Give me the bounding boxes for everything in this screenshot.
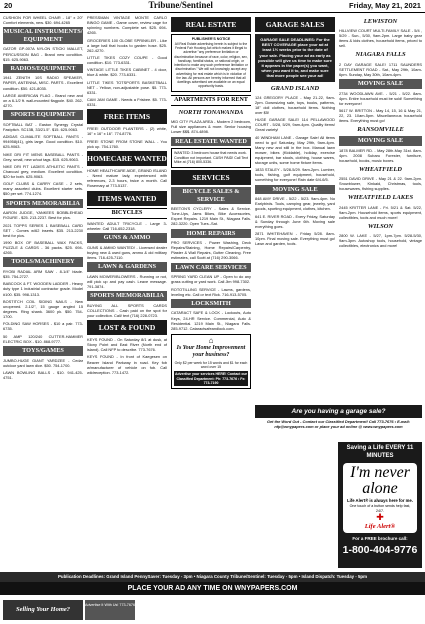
section-header-home-repairs: HOME REPAIRS <box>171 229 251 239</box>
classified-ad: MID CITY PLAZA AREA - Modern 2 bedroom, Full size appliances & more. Senior housing Lower $$$. 874-4898. <box>171 119 251 135</box>
section-header-lost-found: LOST & FOUND <box>87 320 167 335</box>
classified-ad: CAM JAM GAME - Needs a Frisbee. $5. 773-6331. <box>87 97 167 108</box>
section-header-real-estate: REAL ESTATE <box>171 17 251 32</box>
location-heading: LEWISTON <box>363 18 398 25</box>
location-heading: RANSOMVILLE <box>357 126 404 134</box>
classified-ad: CATARACT SAFE & LOCK - Lockouts, Auto Keys, 24-HR Service. Commercial, Auto & Residential. 1219 Main St., Niagara Falls. 285-9712. Cataractsafeandlock.com. <box>171 310 251 331</box>
classified-ad: 2800 W. LAKE - 5/27, 1pm-7pm. 5/28-5/30, 9am-3pm. Autoshop tools, household, vintage collectibles, electronics and more! <box>339 232 422 249</box>
classified-ad: GATOR GP-007A NYLON STICK/ MALLET, PERCUSSION BAG - Brand new condition. $15. 625-9063. <box>3 46 83 62</box>
classified-ad: 1990 BOX OF BASEBALL WAX PACKS, PUZZLE & CARDS - 36 packs. $25. 694-4265. <box>3 240 83 256</box>
location-heading: GRAND ISLAND <box>270 84 320 92</box>
classified-ad: ADIDAS CLIMALITE SOFTBALL PANTS - 994958(41), girls large. Good condition. $10. 625-9063. <box>3 134 83 150</box>
location-heading: NIAGARA FALLS <box>355 51 406 59</box>
section-header-sports-memorabilia: SPORTS MEMORABILIA <box>87 291 167 301</box>
publication-title: Tribune/Sentinel <box>148 0 213 11</box>
classified-ad: GROCERIES 100 GLOBE SPRINKLER - Like a large ball that hooks to garden hose. $25. 262-4270. <box>87 37 167 53</box>
life-alert-brand: Life Alert® <box>364 523 396 531</box>
notice-body: All Real Estate advertising herein is subject to the Federal Fair Housing Act which makes it illegal to advertise "any preference limitation or discrimination because of race, color, religion, sex, handicap, familial status, or national origin, or intention to make any such preference limitation or discrimination." We will not knowingly accept any advertising for real estate which is in violation of the law. All persons are hereby informed that all dwellings advertised are available on an equal opportunity basis. <box>174 41 248 89</box>
classified-ad: GUNS & AMMO WANTED! - Licensed dealer buying new & used guns, ammo & old military items. 716-425-7110. <box>87 244 167 260</box>
selling-home-ad: Selling Your Home? <box>3 600 83 620</box>
classified-ad: HILLVIEW COURT MULTI-FAMILY SALE - 5/4 , 5/29 - Sun., 5/30, 9am-2pm. Large baby gear items & kids clothes, household items, priced to sell. <box>339 28 422 49</box>
deadlines-footer: Publication Deadlines: Grand Island PennySaver: Tuesday - 3pm • Niagara County Tribune/Sentinel: Tuesday - 5pm • Island Dispatch: Tuesday - 5pm <box>0 572 425 582</box>
classified-ad: KEYS FOUND - On Saturday 8/1 at dusk, at Stony Point and East River (North end of island). Call NFP to describe. 773-7676. <box>87 337 167 353</box>
section-header-tools: TOOLS/MACHINERY <box>3 257 83 267</box>
section-header-garage-sales: GARAGE SALES <box>255 17 335 32</box>
location-heading: WHEATFIELD LAKES <box>347 194 414 202</box>
classified-ad: PRESSMAN VINTAGE MONTE CARLO BINGO GAME - Game cover, review cage for spinning numbers. Complete set. $25. 694-4265. <box>87 15 167 36</box>
section-header-moving-sale: MOVING SALE <box>339 136 422 146</box>
classified-ad: HUGE GARAGE SALE! 114 PELLAWOOD COURT - 5/28, 5/29, 9am-4pm. Quality items! Great variety! <box>255 117 335 133</box>
classified-ad: 2734 WOODLAWN AVE. - 5/21 - 5/22. 8am-4pm. Entire household must be sold! Something for everyone! <box>339 90 422 106</box>
place-ad-footer: PLACE YOUR AD ANY TIME ON WNYPAPERS.COM <box>0 582 425 595</box>
classified-ad: 5617 W. BRITTON - May 14, 15, 16 & May 21, 22, 23. 10am-5pm. Miscellaneous household items. Everything must go! <box>339 107 422 124</box>
section-header-memorabilia: SPORTS MEMORABILIA <box>3 199 83 209</box>
classified-ad: LARGE AMERICAN FLAG - Brand new and on a 6-1/2 ft. wall-mounted flagpole. $40. 262-4270. <box>3 92 83 108</box>
section-header-radios: RADIOS/EQUIPMENT <box>3 64 83 74</box>
section-header-homecare: HOMECARE WANTED <box>87 151 167 166</box>
life-alert-panel <box>343 463 417 533</box>
classified-ad: CUSHION FOR WHEEL CHAIR - 18" x 20" Comfort elements, new. $30. 694-4265 <box>3 15 83 26</box>
classified-ad: SPRING YARD CLEAN UP - Open to do any grass cutting or yard work. Call Jim 998-7302. <box>171 274 251 285</box>
classified-ad: VINTAGE LITTLE TIKES CABINET - 4 door, blue & white. $20. 773-6331. <box>87 67 167 78</box>
section-header-music: MUSICAL INSTRUMENTS/ EQUIPMENT <box>3 28 83 43</box>
classified-ad: LAWN MOWER/BLOWERS - Running or not, will pick up and pay cash. Leave message. 791-3874. <box>87 273 167 289</box>
classified-ad: KEYS FOUND - In front of Kaegesen on Beaver Island Parkway in road. Key fob w/manufacturer of vehicle on fob. Call wildreception. 773-1472. <box>87 354 167 375</box>
life-alert-body: One touch of a button sends help fast, 24/7. <box>349 504 411 513</box>
home-improvement-contact: Advertise your services HERE! Contact our Classified Department: Ph: 773-7676 • Fx: 773-7190 <box>175 372 247 386</box>
classified-ad: FREE! OUTDOOR PLANTERS - (2) white, 16" x 16" x 16". 774-8776. <box>87 126 167 137</box>
life-alert-headline: Saving a Life EVERY 11 MINUTES <box>346 445 414 459</box>
classified-ad: 1878 BALMER RD. - May 28th-May 31st. 8am-4pm. 2008 Subaru Forester, furniture, household, books, music boxes. <box>339 147 422 164</box>
classified-ad: 848 AMY DRIVE - 5/22 - 5/23. 9am-4pm. No Earlybirds. Tools, camping gear, jewelry, yard goods, sporting equipment, clothes, kitchen. <box>255 196 335 212</box>
classified-ad: GOLF CLUBS & CARRY CASE - 2 sets, many assorted clubs. Excellent starter sets. $50 per set. 774-1274. <box>3 181 83 197</box>
section-header-sports: SPORTS EQUIPMENT <box>3 110 83 120</box>
location-heading: NORTH TONAWANDA <box>178 108 244 116</box>
classified-ad: SOFTBALL BAT - Easton Synergy Crystal Fastpitch. SC13B, 33/21.5". $15. 625-9063. <box>3 121 83 132</box>
garage-sale-contact: Get the Word Out - Contact our Classified Department! Call 773-7676 • E-mail: nfp@wnypapers.com or place your ad online @ www.wnypapers.com <box>266 419 411 430</box>
section-header-lawn-care: LAWN CARE SERVICES <box>171 263 251 273</box>
classified-ad: NIKE DRI FIT MENS BASEBALL PANTS - Grey, small, new w/out tags. $15. 625-9063. <box>3 151 83 162</box>
column-1 <box>3 15 83 568</box>
classified-ad: RYOBI RADIAL ARM SAW - 8-1/4" blade. $35. 754-2727. <box>3 269 83 280</box>
column-3 <box>171 15 251 568</box>
classified-ad: 1941 ZENITH 10S RADIO SPEAKER, PAPER, ANTENNA, MISC. PARTS - Excellent condition. $50. 421-8035. <box>3 75 83 91</box>
section-header-toys: TOYS/GAMES <box>3 346 83 356</box>
column-4 <box>255 15 335 403</box>
classified-ad: 1833 STALEY - 5/28-5/29. 9am-2pm. Lumber, tools, fishing, golf equipment, household, something for everyone! Rain date 6/4-6/5. <box>255 167 335 183</box>
classified-ad: 50 AMP 120/240 CUTTER-HAMMER ELECTRIC BOX - $10. 868-9777. <box>3 333 83 344</box>
classified-ad: LITTLE TIKES TOTSPORTS BASKETBALL NET - Yellow, non-adjustable pose. $5. 773-6331. <box>87 79 167 95</box>
home-improvement-price: Only $2 per week for 15 words and $1 for each word over 15 <box>174 360 248 369</box>
life-alert-ad <box>338 442 422 568</box>
classified-ad: 40 WINDHAM LANE - Garage Sale! All items need to go! Saturday, May 29th, 9am-4pm. Many new and still in the box. Manual lawn mower, bikes (Kiddable), holiday, exercise equipment, bar stools, clothing, house wares, storage units, some home fixture items. <box>255 134 335 165</box>
column-5 <box>339 15 422 403</box>
house-icon: ⌂ <box>208 335 214 345</box>
section-header-bicycles: BICYCLES <box>87 208 167 219</box>
brochure-cta: For a FREE brochure call: <box>352 536 408 542</box>
classified-ad: LITTLE TIKES COZY COUPE - Good condition. $10. 773-6331. <box>87 54 167 65</box>
section-header-guns: GUNS & AMMO <box>87 233 167 243</box>
section-header-moving-sale: MOVING SALE <box>339 79 422 89</box>
classified-ad: PRO SERVICES - Power Washing, Deck Repairs/Staining, Home Repairs/Carpentry, Plaster & Wall Repairs, Gutter Cleaning. Free estimates, call Scott at (716) 290-3066. <box>171 240 251 261</box>
medical-pendant-icon: ✚ <box>376 512 384 523</box>
section-header-apartments: APARTMENTS FOR RENT <box>171 95 251 106</box>
publisher-notice <box>171 34 251 92</box>
section-header-lawn: LAWN & GARDENS <box>87 262 167 272</box>
notice-title: PUBLISHER'S NOTICE <box>191 37 231 41</box>
section-header-re-wanted: REAL ESTATE WANTED <box>171 137 251 147</box>
classified-ad: 2 DAY GARAGE SALE! 1711 SAUNDERS SETTLEMENT ROAD - Sat., May 29th, 10am-6pm. Sunday, May 30th, 10am-4pm. <box>339 61 422 77</box>
life-alert-phone: 1-800-404-9776 <box>342 543 418 556</box>
section-header-bicycle-sales: BICYCLE SALES & SERVICE <box>171 187 251 204</box>
classified-ad: BABCOCK & FT. WOODEN LADDER - Heavy duty type 1 industrial contractor grade. Model #100. $35. 998-1313. <box>3 281 83 297</box>
home-improvement-ad <box>171 334 251 390</box>
classified-ad: LAWN BOWLING BALLS - $10. 941-425-4751. <box>3 369 83 380</box>
location-heading: WILSON <box>367 222 394 230</box>
classified-ad: AARON JUDGE, YANKEES BOBBLEHEAD FIGURE - $25. 213-2237. Best for pics. <box>3 210 83 221</box>
classified-ad: 2445 KRITTER LANE - Fri. 5/21 & Sat. 5/22, 9am-2pm. Household items, sports equipment, collectibles, tools and much more! <box>339 204 422 220</box>
classified-ad: 2551 DAVID DRIVE - May 21 & 22. 9am-2pm. Snowblower, Kinkaid, Christmas, tools, housewares, fishing supplies. <box>339 176 422 192</box>
advertise-box: Advertise It With Us! 773-7676 <box>85 600 135 620</box>
wanted-box: WANTED: 3 bedroom house that needs work. Condition not important. CASH PAID! Call Text Mike at (716) 800-5336. <box>171 148 251 168</box>
page-header <box>0 0 425 13</box>
location-heading: WHEATFIELD <box>359 166 402 174</box>
section-header-items-wanted: ITEMS WANTED <box>87 191 167 206</box>
classified-ad: BOSTITCH COIL SIDING NAILS - New unopened. 2-1/2", 15 gauge angled 15 degrees. Ring shank. 3600 pk. $50. 754-1700. <box>3 298 83 320</box>
life-alert-tagline: Life Alert® is always here for me. <box>347 498 413 503</box>
classified-ad: WANTED ADULT TRICYCLE - Large 3-wheeler. Call 716-652-2318. <box>87 220 167 231</box>
home-improvement-title: Is Your Home Improvement your business? <box>176 344 246 358</box>
page-number: 20 <box>4 1 13 11</box>
issue-date: Friday, May 21, 2021 <box>348 1 421 11</box>
classified-ad: 641 E. RIVER ROAD - Every Friday, Saturday & Sunday through June 6th. Moving sale everything goes. <box>255 213 335 229</box>
section-header-free-items: FREE ITEMS <box>87 109 167 124</box>
garage-sale-banner: Are you having a garage sale? <box>255 405 422 418</box>
life-alert-slogan: I'm never alone <box>350 464 410 497</box>
classified-ad: FREE! STONE FROM STONE WALL - You pick up. 754-1760. <box>87 138 167 149</box>
classified-ad: 124 GREGORY PLACE - May 21-22, 9am-2pm. Downsizing sale, toys, books, patterns, 18" doll clothes, household items. Nothing over $5! <box>255 94 335 115</box>
classified-ad: BEETON'S CYCLERY - Sales & Service. Tune-Ups, Jams Bikes, Bike Accessories, Expert Repairs. 1219 Main St., Niagara Falls. 282-3220. Open Tues.-Sat. <box>171 206 251 227</box>
classified-ad: FOLDING SAW HORSES - $10 a pair. 773-6735. <box>3 321 83 332</box>
garage-deadlines-box: GARAGE SALE DEADLINES: For the BEST COVERAGE place your ad at least 1½ weeks prior to the date of your sale. Placing your ad as early as possible will give us time to make sure it appears in the paper(s) you want, when you want it to, and make sure that more people see your ad! <box>255 34 335 82</box>
classified-ad: ROTOTILLING SERVICE - Lawns, gardens, leveling etc. Call or text Rick. 716-913-5705. <box>171 286 251 297</box>
classified-ad: BUYING ALL SPORTS CARDS COLLECTIONS - Cash paid on the spot for your collection. Call/ text (716) 228-0723. <box>87 302 167 318</box>
classified-ad: 2021 TOPPS SERIES 1 BASEBALL CARD SET - Comes w/62 inserts. $35. 213-2230 best for pics. <box>3 222 83 238</box>
classified-ad: 2871 WHITEHAVEN - Friday 5/28. 8am-10pm. Final moving sale. Everything must go! Lawn and garden, tools. <box>255 231 335 247</box>
column-2 <box>87 15 167 568</box>
section-header-services: SERVICES <box>171 170 251 185</box>
section-header-moving-sale: MOVING SALE <box>255 185 335 195</box>
classified-ad: NIKE DRI FIT LADIES ATHLETIC PANTS - Charcoal grey, medium. Excellent condition. $20 for both. 625-9063. <box>3 163 83 180</box>
classified-ad: JUMBO-HUGE GIANT YARDZEE - Cedar outdoor yard lawn dice. $50. 754-1700. <box>3 357 83 368</box>
classified-ad: HOME HEALTHCARE AIDE, GRAND ISLAND - Need mature lady, experienced with references, 2-3 hours, twice a month. Call Rosemary at 773-5137. <box>87 168 167 189</box>
section-header-locksmith: LOCKSMITH <box>171 299 251 309</box>
